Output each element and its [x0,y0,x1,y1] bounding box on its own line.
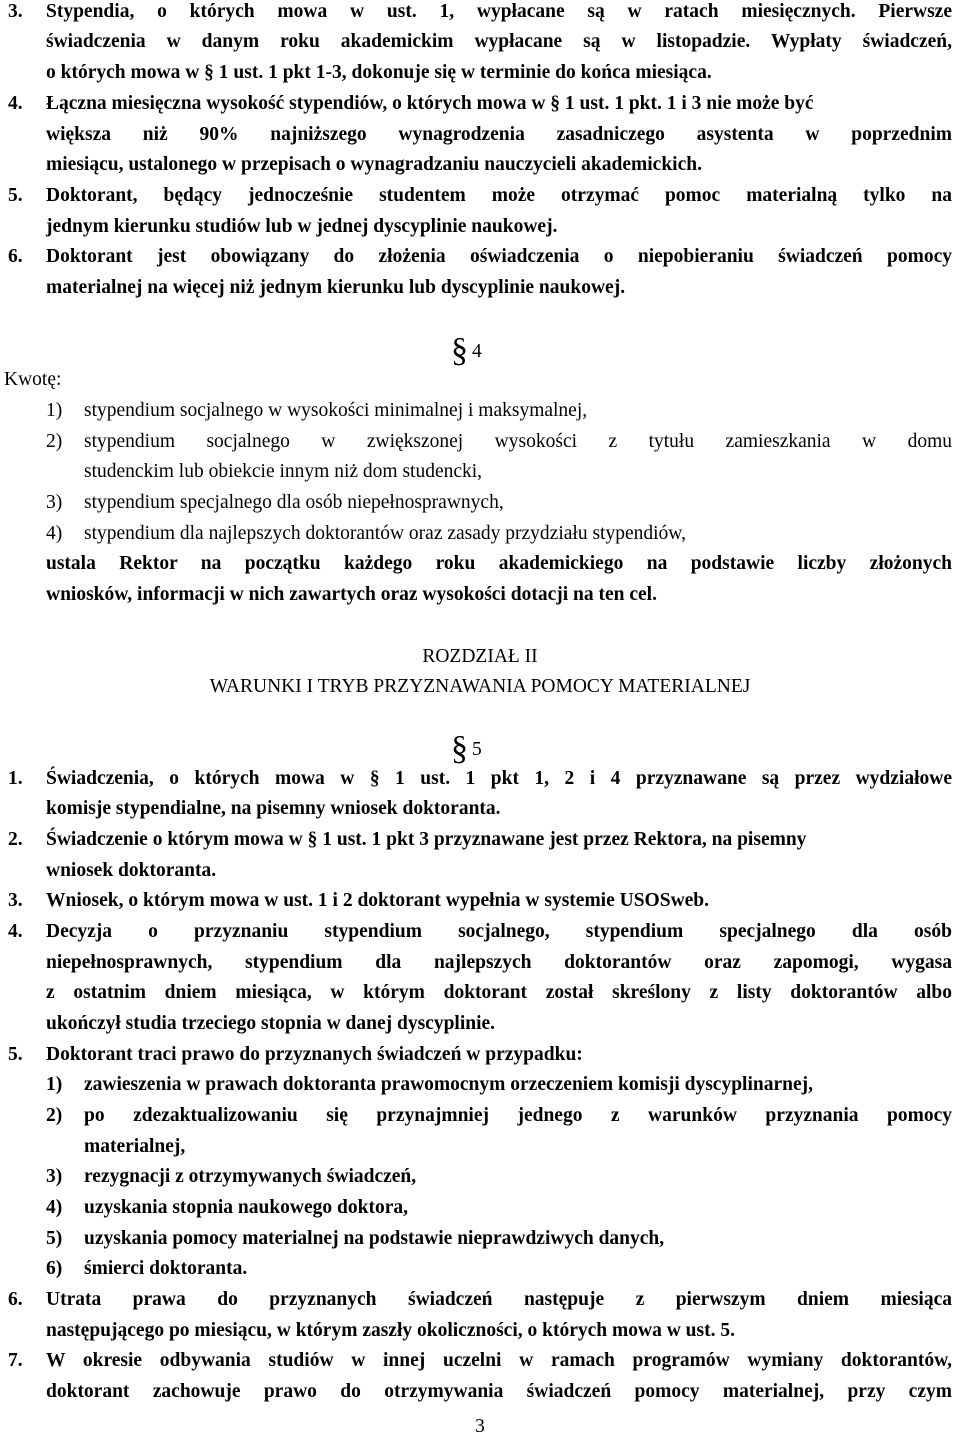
item-text: rezygnacji z otrzymywanych świadczeń, [84,1166,417,1187]
item-line [0,981,960,1011]
item-line [0,61,960,91]
sublist-item [0,1135,960,1165]
chapter-number: ROZDZIAŁ II [422,646,538,667]
section-number: 4 [472,341,482,362]
item-line [0,1288,960,1318]
item-line [0,951,960,981]
item-number: 1. [8,768,23,789]
intro-text: Kwotę: [4,369,62,390]
sublist-item [0,1227,960,1257]
item-text: Łączna miesięczna wysokość stypendiów, o których mowa w § 1 ust. 1 pkt. 1 i 3 nie może być [46,93,814,114]
item-number: 6. [8,246,23,267]
sublist-item [0,1196,960,1226]
item-text: po zdezaktualizowaniu się przynajmniej jednego z warunków przyznania pomocy [84,1105,952,1126]
item-text: o których mowa w § 1 ust. 1 pkt 1-3, dokonuje się w terminie do końca miesiąca. [46,62,712,83]
item-line [0,1012,960,1042]
item-text: Doktorant traci prawo do przyznanych świadczeń w przypadku: [46,1044,583,1065]
item-text: następującego po miesiącu, w którym zaszły okoliczności, o których mowa w ust. 5. [46,1320,735,1341]
item-number: 3) [46,1166,63,1187]
item-text: z ostatnim dniem miesiąca, w którym doktorant został skreślony z listy doktorantów albo [46,982,952,1003]
item-text: świadczenia w danym roku akademickim wypłacane są w listopadzie. Wypłaty świadczeń, [46,31,952,52]
item-line [0,767,960,797]
item-line [0,828,960,858]
item-number: 2) [46,431,63,452]
item-number: 2) [46,1105,63,1126]
item-line [0,797,960,827]
item-text: Świadczenie o którym mowa w § 1 ust. 1 pkt 3 przyznawane jest przez Rektora, na pisemny [46,829,807,850]
section-number: 5 [472,739,482,760]
chapter-title: WARUNKI I TRYB PRZYZNAWANIA POMOCY MATERIALNEJ [209,676,751,697]
item-number: 2. [8,829,23,850]
sublist-item [0,1104,960,1134]
closing-line [0,552,960,582]
sublist-item [0,1073,960,1103]
item-text: stypendium socjalnego w wysokości minimalnej i maksymalnej, [84,400,588,421]
item-number: 5. [8,185,23,206]
item-text: Świadczenia, o których mowa w § 1 ust. 1 pkt 1, 2 i 4 przyznawane są przez wydziałowe [46,768,952,789]
item-number: 5. [8,1044,23,1065]
item-number: 7. [8,1350,23,1371]
list-item [0,430,960,460]
item-line [0,1349,960,1379]
section-sign: § [451,730,468,767]
item-line [0,30,960,60]
item-line [0,920,960,950]
item-number: 4. [8,93,23,114]
item-text: Wniosek, o którym mowa w ust. 1 i 2 doktorant wypełnia w systemie USOSweb. [46,890,710,911]
list-item [0,399,960,429]
item-text: stypendium socjalnego w zwiększonej wysokości z tytułu zamieszkania w domu [84,431,952,452]
item-number: 6. [8,1289,23,1310]
intro-line [0,368,960,398]
item-text: Stypendia, o których mowa w ust. 1, wypłacane są w ratach miesięcznych. Pierwsze [46,1,952,22]
section-heading-5 [451,730,482,767]
item-text: stypendium specjalnego dla osób niepełnosprawnych, [84,492,504,513]
item-text: studenckim lub obiekcie innym niż dom studencki, [84,461,483,482]
item-text: zawieszenia w prawach doktoranta prawomocnym orzeczeniem komisji dyscyplinarnej, [84,1074,813,1095]
item-text: wniosek doktoranta. [46,860,217,881]
item-text: Utrata prawa do przyznanych świadczeń następuje z pierwszym dniem miesiąca [46,1289,952,1310]
item-number: 1) [46,400,63,421]
list-item [0,460,960,490]
item-text: jednym kierunku studiów lub w jednej dyscyplinie naukowej. [46,216,558,237]
item-text: śmierci doktoranta. [84,1258,248,1279]
item-number: 6) [46,1258,63,1279]
item-line [0,0,960,30]
item-line [0,276,960,306]
closing-text: wniosków, informacji w nich zawartych oraz wysokości dotacji na ten cel. [46,584,657,605]
item-line [0,1043,960,1073]
section-sign: § [451,332,468,369]
item-text: większa niż 90% najniższego wynagrodzenia zasadniczego asystenta w poprzednim [46,124,952,145]
item-number: 1) [46,1074,63,1095]
section-heading-4 [451,332,482,369]
closing-text: ustala Rektor na początku każdego roku akademickiego na podstawie liczby złożonych [46,553,952,574]
item-line [0,1380,960,1410]
item-line [0,123,960,153]
item-line [0,859,960,889]
item-text: uzyskania stopnia naukowego doktora, [84,1197,408,1218]
item-number: 5) [46,1228,63,1249]
item-line [0,92,960,122]
item-text: ukończył studia trzeciego stopnia w danej dyscyplinie. [46,1013,496,1034]
list-item [0,491,960,521]
page-number: 3 [475,1416,485,1437]
sublist-item [0,1257,960,1287]
item-text: materialnej, [84,1136,186,1157]
item-number: 3. [8,890,23,911]
closing-line [0,583,960,613]
item-line [0,245,960,275]
item-number: 3) [46,492,63,513]
item-number: 4. [8,921,23,942]
item-text: stypendium dla najlepszych doktorantów oraz zasady przydziału stypendiów, [84,523,686,544]
item-text: uzyskania pomocy materialnej na podstawie nieprawdziwych danych, [84,1228,665,1249]
item-line [0,184,960,214]
item-text: Doktorant jest obowiązany do złożenia oświadczenia o niepobieraniu świadczeń pomocy [46,246,952,267]
item-text: doktorant zachowuje prawo do otrzymywania świadczeń pomocy materialnej, przy czym [46,1381,952,1402]
sublist-item [0,1165,960,1195]
item-line [0,889,960,919]
item-line [0,1319,960,1349]
item-text: niepełnosprawnych, stypendium dla najlepszych doktorantów oraz zapomogi, wygasa [46,952,952,973]
item-text: Decyzja o przyznaniu stypendium socjalnego, stypendium specjalnego dla osób [46,921,952,942]
item-text: W okresie odbywania studiów w innej uczelni w ramach programów wymiany doktorantów, [46,1350,952,1371]
item-number: 4) [46,523,63,544]
item-line [0,215,960,245]
item-text: materialnej na więcej niż jednym kierunku lub dyscyplinie naukowej. [46,277,626,298]
item-text: komisje stypendialne, na pisemny wniosek doktoranta. [46,798,501,819]
item-number: 4) [46,1197,63,1218]
list-item [0,522,960,552]
item-line [0,153,960,183]
item-text: miesiącu, ustalonego w przepisach o wynagradzaniu nauczycieli akademickich. [46,154,702,175]
item-text: Doktorant, będący jednocześnie studentem może otrzymać pomoc materialną tylko na [46,185,952,206]
item-number: 3. [8,1,23,22]
